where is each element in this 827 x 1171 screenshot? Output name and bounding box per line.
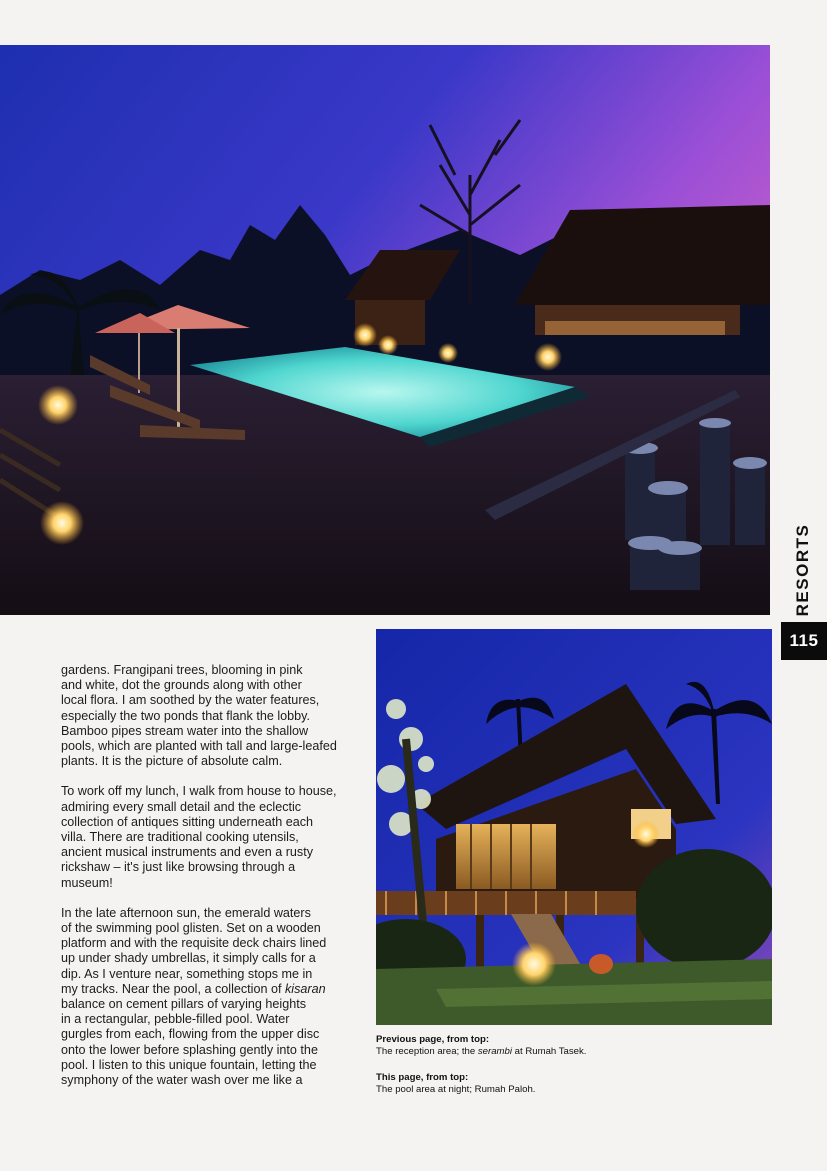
text-line: pool. I listen to this unique fountain, letting the [61,1057,317,1072]
article-body [61,663,363,1103]
text-line: admiring every small detail and the eclectic [61,799,302,814]
text-line: dip. As I venture near, something stops me in [61,966,313,981]
pool-area-night-photo [0,45,770,615]
text-line: of the swimming pool glisten. Set on a wooden [61,921,321,936]
text-line: ancient musical instruments and even a rusty [61,845,313,860]
text-line: up under shady umbrellas, it simply calls for a [61,951,316,966]
text-line: and white, dot the grounds along with other [61,678,302,693]
text-line: gardens. Frangipani trees, blooming in pink [61,663,303,677]
paragraph-3 [61,906,363,1088]
text-line: onto the lower before splashing gently into the [61,1042,318,1057]
caption-text: The pool area at night; Rumah Paloh. [376,1084,536,1095]
text-line: balance on cement pillars of varying heights [61,997,307,1012]
text-line: local flora. I am soothed by the water features, [61,693,320,708]
paragraph-2 [61,784,363,890]
text-line: collection of antiques sitting underneath each [61,814,314,829]
text-line: To work off my lunch, I walk from house to house, [61,784,337,799]
text-line: symphony of the water wash over me like a [61,1073,303,1088]
caption-heading: Previous page, from top: [376,1034,490,1045]
caption-previous-page [376,1034,756,1058]
section-label: RESORTS [793,523,812,617]
text-line: my tracks. Near the pool, a collection of kisaran [61,981,326,996]
text-line: villa. There are traditional cooking utensils, [61,830,299,845]
text-line: especially the two ponds that flank the lobby. [61,708,310,723]
caption-heading: This page, from top: [376,1072,469,1083]
section-tab [779,520,827,620]
text-line: Bamboo pipes stream water into the shallow [61,723,309,738]
text-line: pools, which are planted with tall and large-leafed [61,739,337,754]
pool-night-scene [0,45,770,615]
text-line: In the late afternoon sun, the emerald waters [61,905,311,920]
text-line: platform and with the requisite deck chairs lined [61,936,327,951]
wooden-house-scene [376,629,772,1025]
text-line: in a rectangular, pebble-filled pool. Water [61,1012,290,1027]
photo-captions [376,1034,756,1110]
caption-text: The reception area; the serambi at Rumah Tasek. [376,1046,587,1057]
text-line: rickshaw – it's just like browsing through a [61,860,296,875]
text-line: plants. It is the picture of absolute calm. [61,754,283,769]
page-number: 115 [781,622,827,660]
text-line: museum! [61,875,113,890]
text-line: gurgles from each, flowing from the upper disc [61,1027,320,1042]
caption-this-page [376,1072,756,1096]
rumah-paloh-photo [376,629,772,1025]
paragraph-1 [61,663,363,769]
